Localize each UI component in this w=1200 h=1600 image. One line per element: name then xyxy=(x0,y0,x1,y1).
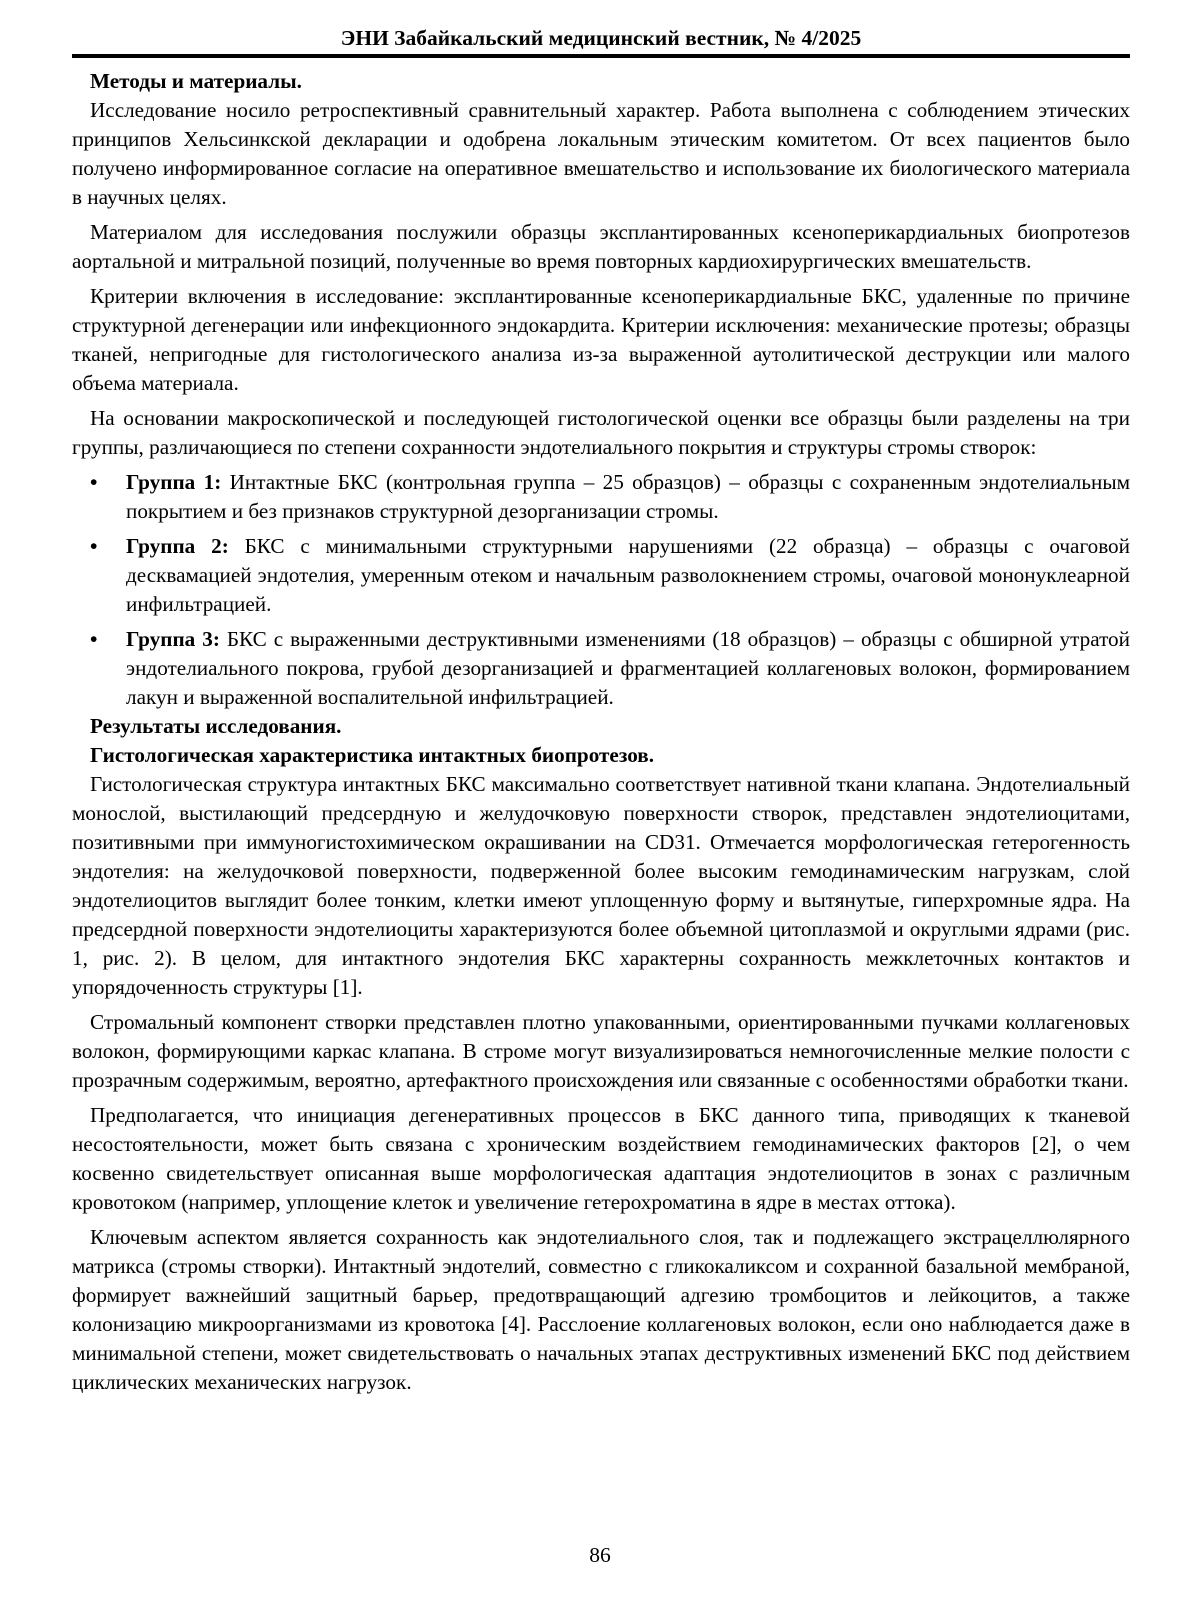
bullet-icon: • xyxy=(90,534,98,558)
paragraph-results-1: Гистологическая структура интактных БКС максимально соответствует нативной ткани клапана. Эндотелиальный монослой, выстилающий предсердную и желудочковую поверхности створок, представлен эндотелиоцитами, позитивными при иммуногистохимическом окрашивании на CD31. Отмечается морфологическая гетерогенность эндотелия: на желудочковой поверхности, подверженной более высоким гемодинамическим нагрузкам, слой эндотелиоцитов выглядит более тонким, клетки имеют уплощенную форму и вытянутые, гиперхромные ядра. На предсердной поверхности эндотелиоциты характеризуются более объемной цитоплазмой и округлыми ядрами (рис. 1, рис. 2). В целом, для интактного эндотелия БКС характерны сохранность межклеточных контактов и упорядоченность структуры [1]. xyxy=(72,772,1130,999)
article-body xyxy=(72,67,1130,1397)
paragraph-results-4: Ключевым аспектом является сохранность как эндотелиального слоя, так и подлежащего экстрацеллюлярного матрикса (стромы створки). Интактный эндотелий, совместно с гликокаликсом и сохранной базальной мембраной, формирует важнейший защитный барьер, предотвращающий адгезию тромбоцитов и лейкоцитов, а также колонизацию микроорганизмами из кровотока [4]. Расслоение коллагеновых волокон, если оно наблюдается даже в минимальной степени, может свидетельствовать о начальных этапах деструктивных изменений БКС под действием циклических механических нагрузок. xyxy=(72,1225,1130,1394)
group-label: Группа 2: xyxy=(126,534,229,558)
results-heading: Результаты исследования. xyxy=(90,714,342,738)
bullet-icon: • xyxy=(90,470,98,494)
running-header: ЭНИ Забайкальский медицинский вестник, № 4/2025 xyxy=(340,26,862,50)
methods-heading: Методы и материалы. xyxy=(90,69,302,93)
group-description: БКС с выраженными деструктивными изменениями (18 образцов) – образцы с обширной утратой эндотелиального покрова, грубой дезорганизацией и фрагментацией коллагеновых волокон, формированием лакун и выраженной воспалительной инфильтрацией. xyxy=(126,627,1130,709)
bullet-icon: • xyxy=(90,627,98,651)
paragraph-methods-3: Критерии включения в исследование: эксплантированные ксеноперикардиальные БКС, удаленные по причине структурной дегенерации или инфекционного эндокардита. Критерии исключения: механические протезы; образцы тканей, непригодные для гистологического анализа из-за выраженной аутолитической деструкции или малого объема материала. xyxy=(72,284,1130,395)
list-item-group-2 xyxy=(72,532,1130,619)
list-item-group-3 xyxy=(72,625,1130,712)
paragraph-results-2: Стромальный компонент створки представлен плотно упакованными, ориентированными пучками коллагеновых волокон, формирующими каркас клапана. В строме могут визуализироваться немногочисленные мелкие полости с прозрачным содержимым, вероятно, артефактного происхождения или связанные с особенностями обработки ткани. xyxy=(72,1010,1130,1092)
list-item-group-1 xyxy=(72,468,1130,526)
paragraph-methods-4: На основании макроскопической и последующей гистологической оценки все образцы были разделены на три группы, различающиеся по степени сохранности эндотелиального покрытия и структуры стромы створок: xyxy=(72,406,1130,459)
paragraph-methods-1: Исследование носило ретроспективный сравнительный характер. Работа выполнена с соблюдением этических принципов Хельсинкской декларации и одобрена локальным этическим комитетом. От всех пациентов было получено информированное согласие на оперативное вмешательство и использование их биологического материала в научных целях. xyxy=(72,98,1130,209)
paragraph-results-3: Предполагается, что инициация дегенеративных процессов в БКС данного типа, приводящих к тканевой несостоятельности, может быть связана с хроническим воздействием гемодинамических факторов [2], о чем косвенно свидетельствует описанная выше морфологическая адаптация эндотелиоцитов в зонах с различным кровотоком (например, уплощение клеток и увеличение гетерохроматина в ядре в местах оттока). xyxy=(72,1103,1130,1214)
header-rule xyxy=(72,54,1130,58)
group-description: Интактные БКС (контрольная группа – 25 образцов) – образцы с сохраненным эндотелиальным покрытием и без признаков структурной дезорганизации стромы. xyxy=(126,470,1130,523)
group-label: Группа 1: xyxy=(126,470,222,494)
page-number: 86 xyxy=(589,1543,611,1567)
group-label: Группа 3: xyxy=(126,627,220,651)
group-list xyxy=(72,468,1130,712)
paragraph-methods-2: Материалом для исследования послужили образцы эксплантированных ксеноперикардиальных биопротезов аортальной и митральной позиций, полученные во время повторных кардиохирургических вмешательств. xyxy=(72,220,1130,273)
group-description: БКС с минимальными структурными нарушениями (22 образца) – образцы с очаговой десквамацией эндотелия, умеренным отеком и начальным разволокнением стромы, очаговой мононуклеарной инфильтрацией. xyxy=(126,534,1130,616)
histology-heading: Гистологическая характеристика интактных биопротезов. xyxy=(90,743,655,767)
